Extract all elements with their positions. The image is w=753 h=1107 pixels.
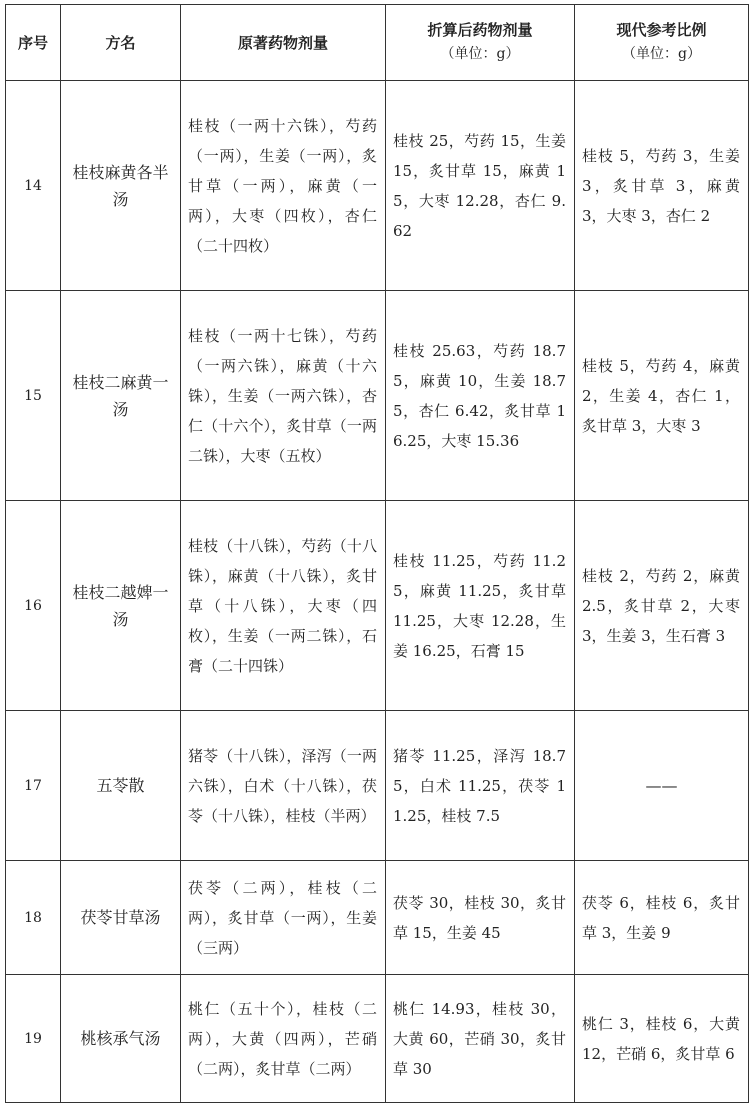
row-modern: 桂枝 2，芍药 2，麻黄 2.5，炙甘草 2，大枣 3，生姜 3，生石膏 3 bbox=[575, 501, 749, 711]
table-row bbox=[6, 291, 749, 501]
header-modern-unit: （单位：g） bbox=[622, 45, 701, 62]
row-name: 桂枝二麻黄一汤 bbox=[61, 291, 181, 501]
row-no: 18 bbox=[6, 861, 61, 975]
table-row bbox=[6, 975, 749, 1103]
table-header-row bbox=[6, 5, 749, 81]
row-no: 14 bbox=[6, 81, 61, 291]
table-row bbox=[6, 81, 749, 291]
row-original: 桃仁（五十个），桂枝（二两），大黄（四两），芒硝（二两），炙甘草（二两） bbox=[181, 975, 386, 1103]
header-converted-dosage: 折算后药物剂量 （单位：g） bbox=[386, 5, 575, 81]
prescription-dosage-table bbox=[5, 4, 749, 1103]
row-converted: 茯苓 30，桂枝 30，炙甘草 15，生姜 45 bbox=[386, 861, 575, 975]
row-converted: 桂枝 25.63，芍药 18.75，麻黄 10，生姜 18.75，杏仁 6.42，炙甘草 16.25，大枣 15.36 bbox=[386, 291, 575, 501]
header-name: 方名 bbox=[61, 5, 181, 81]
row-modern: 桂枝 5，芍药 3，生姜 3，炙甘草 3，麻黄 3，大枣 3，杏仁 2 bbox=[575, 81, 749, 291]
row-original: 桂枝（一两十七铢），芍药（一两六铢），麻黄（十六铢），生姜（一两六铢），杏仁（十六个），炙甘草（一两二铢），大枣（五枚） bbox=[181, 291, 386, 501]
row-modern-empty: —— bbox=[575, 711, 749, 861]
header-original-dosage: 原著药物剂量 bbox=[181, 5, 386, 81]
row-name: 桃核承气汤 bbox=[61, 975, 181, 1103]
row-name: 茯苓甘草汤 bbox=[61, 861, 181, 975]
table-row bbox=[6, 501, 749, 711]
header-converted-unit: （单位：g） bbox=[440, 45, 520, 62]
row-no: 15 bbox=[6, 291, 61, 501]
row-original: 茯苓（二两），桂枝（二两），炙甘草（一两），生姜（三两） bbox=[181, 861, 386, 975]
row-name: 五苓散 bbox=[61, 711, 181, 861]
row-modern: 桂枝 5，芍药 4，麻黄 2，生姜 4，杏仁 1，炙甘草 3，大枣 3 bbox=[575, 291, 749, 501]
table-row bbox=[6, 861, 749, 975]
row-original: 桂枝（一两十六铢），芍药（一两），生姜（一两），炙甘草（一两），麻黄（一两），大枣（四枚），杏仁（二十四枚） bbox=[181, 81, 386, 291]
row-modern: 桃仁 3，桂枝 6，大黄 12，芒硝 6，炙甘草 6 bbox=[575, 975, 749, 1103]
header-no: 序号 bbox=[6, 5, 61, 81]
row-converted: 桂枝 11.25，芍药 11.25，麻黄 11.25，炙甘草 11.25，大枣 12.28，生姜 16.25，石膏 15 bbox=[386, 501, 575, 711]
row-converted: 桃仁 14.93，桂枝 30，大黄 60，芒硝 30，炙甘草 30 bbox=[386, 975, 575, 1103]
row-no: 16 bbox=[6, 501, 61, 711]
row-original: 桂枝（十八铢），芍药（十八铢），麻黄（十八铢），炙甘草（十八铢），大枣（四枚），生姜（一两二铢），石膏（二十四铢） bbox=[181, 501, 386, 711]
table-row bbox=[6, 711, 749, 861]
row-no: 19 bbox=[6, 975, 61, 1103]
row-converted: 猪苓 11.25，泽泻 18.75，白术 11.25，茯苓 11.25，桂枝 7.5 bbox=[386, 711, 575, 861]
row-modern: 茯苓 6，桂枝 6，炙甘草 3，生姜 9 bbox=[575, 861, 749, 975]
row-converted: 桂枝 25，芍药 15，生姜 15，炙甘草 15，麻黄 15，大枣 12.28，杏仁 9.62 bbox=[386, 81, 575, 291]
row-no: 17 bbox=[6, 711, 61, 861]
header-modern-ratio: 现代参考比例 （单位：g） bbox=[575, 5, 749, 81]
row-original: 猪苓（十八铢），泽泻（一两六铢），白术（十八铢），茯苓（十八铢），桂枝（半两） bbox=[181, 711, 386, 861]
row-name: 桂枝二越婢一汤 bbox=[61, 501, 181, 711]
row-name: 桂枝麻黄各半汤 bbox=[61, 81, 181, 291]
